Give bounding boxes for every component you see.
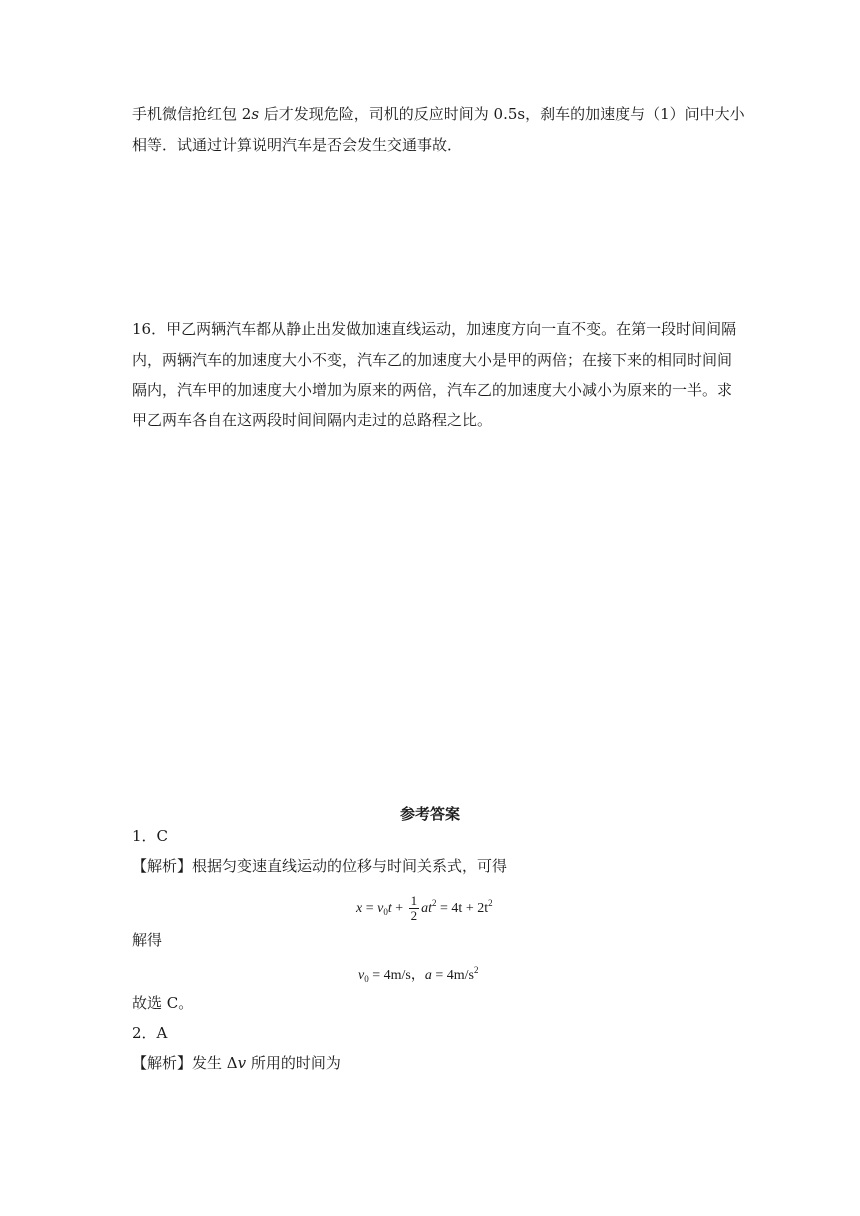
q16-line-3: 隔内，汽车甲的加速度大小增加为原来的两倍，汽车乙的加速度大小减小为原来的一半。求	[132, 381, 733, 399]
answer-1-label: 1．C	[132, 827, 169, 845]
answer-2-analysis: 【解析】发生 Δv 所用的时间为	[132, 1054, 341, 1072]
q16-line-2: 内，两辆汽车的加速度大小不变，汽车乙的加速度大小是甲的两倍；在接下来的相同时间间	[132, 351, 733, 369]
answer-2-label: 2．A	[132, 1024, 168, 1042]
answer-1-solve-label: 解得	[132, 931, 163, 949]
answer-1-choice: 故选 C。	[132, 994, 194, 1012]
answers-heading: 参考答案	[399, 805, 460, 823]
answer-1-equation-1: $x = v_0t$ + $\frac{1}{2}$ $at^2 = 4t + 2t^2$	[356, 893, 493, 924]
q16-line-4: 甲乙两车各自在这两段时间间隔内走过的总路程之比。	[132, 411, 493, 429]
q15-line-1: 手机微信抢红包 2s 后才发现危险，司机的反应时间为 0.5s，刹车的加速度与（1）问中大小	[132, 105, 745, 123]
q15-var-s: s	[251, 105, 260, 123]
answer-1-analysis: 【解析】根据匀变速直线运动的位移与时间关系式，可得	[132, 857, 508, 875]
q16-line-1: 16．甲乙两辆汽车都从静止出发做加速直线运动，加速度方向一直不变。在第一段时间间隔	[132, 320, 737, 338]
fraction-one-half: $\frac{1}{2}$	[410, 893, 418, 924]
answer-1-equation-2: $v_0 = 4m/s$，$a = 4m/s^2$	[358, 965, 479, 984]
q15-line-2: 相等．试通过计算说明汽车是否会发生交通事故．	[132, 136, 463, 154]
delta-v-var: v	[237, 1054, 247, 1072]
